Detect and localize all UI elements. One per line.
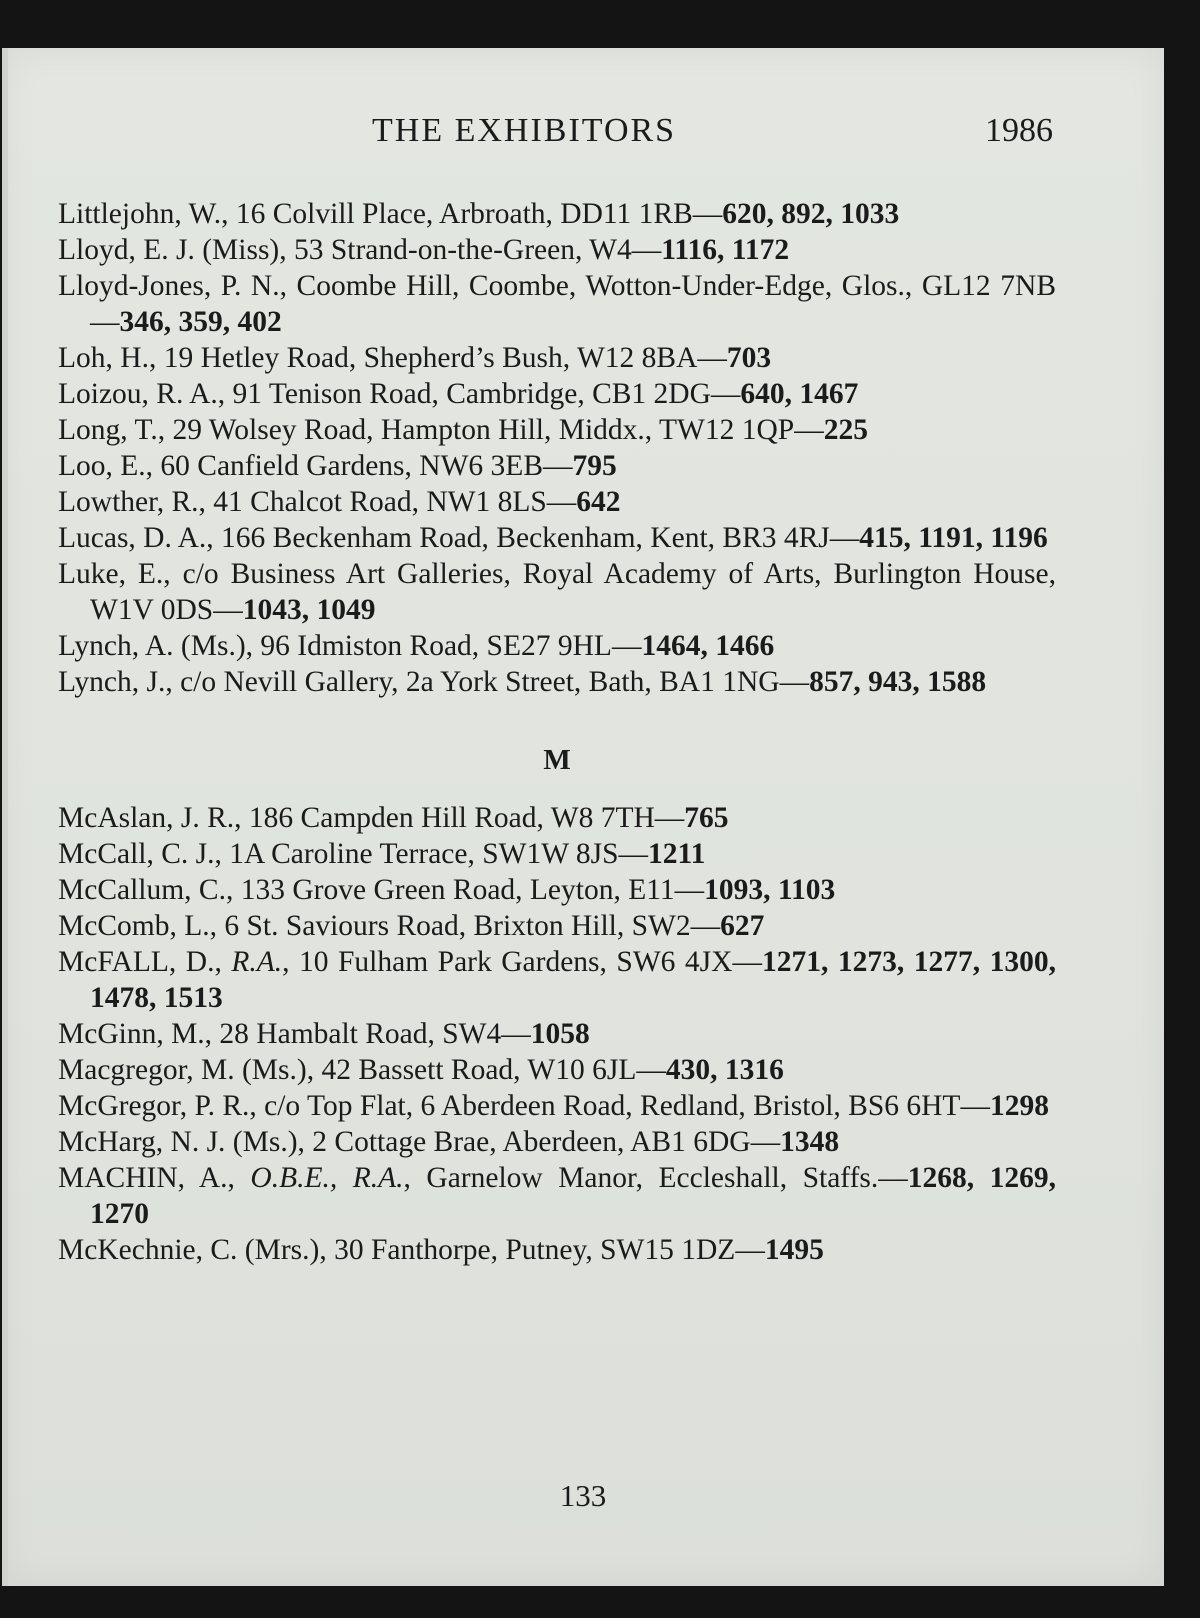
- exhibitor-entry: McCallum, C., 133 Grove Green Road, Leyton, E11—1093, 1103: [58, 874, 836, 906]
- exhibitor-entry: Lucas, D. A., 166 Beckenham Road, Beckenham, Kent, BR3 4RJ—415, 1191, 1196: [58, 522, 1048, 554]
- exhibitor-entry: MACHIN, A., O.B.E., R.A., Garnelow Manor, Eccleshall, Staffs.—1268, 1269, 1270: [58, 1162, 1056, 1230]
- exhibitor-list: [58, 196, 1056, 1268]
- running-title: THE EXHIBITORS: [372, 112, 677, 149]
- exhibitor-entry: McGinn, M., 28 Hambalt Road, SW4—1058: [58, 1018, 590, 1050]
- exhibitor-entry: Long, T., 29 Wolsey Road, Hampton Hill, Middx., TW12 1QP—225: [58, 414, 868, 446]
- exhibitor-entry: Luke, E., c/o Business Art Galleries, Royal Academy of Arts, Burlington House, W1V 0DS—1043, 1049: [58, 558, 1056, 626]
- exhibitor-entry: Lloyd, E. J. (Miss), 53 Strand-on-the-Green, W4—1116, 1172: [58, 234, 790, 266]
- exhibitor-entry: Macgregor, M. (Ms.), 42 Bassett Road, W10 6JL—430, 1316: [58, 1054, 784, 1086]
- exhibitor-entry: McAslan, J. R., 186 Campden Hill Road, W8 7TH—765: [58, 802, 729, 834]
- book-page: [2, 48, 1164, 1586]
- exhibitor-entry: McGregor, P. R., c/o Top Flat, 6 Aberdeen Road, Redland, Bristol, BS6 6HT—1298: [58, 1090, 1049, 1122]
- exhibitor-entry: Lynch, J., c/o Nevill Gallery, 2a York Street, Bath, BA1 1NG—857, 943, 1588: [58, 666, 987, 698]
- page-number: 133: [559, 1478, 607, 1513]
- page-edge-shadow: [2, 48, 8, 1586]
- exhibitor-entry: Littlejohn, W., 16 Colvill Place, Arbroath, DD11 1RB—620, 892, 1033: [58, 198, 900, 230]
- section-heading-m: M: [543, 744, 571, 776]
- exhibitor-entry: McKechnie, C. (Mrs.), 30 Fanthorpe, Putney, SW15 1DZ—1495: [58, 1234, 824, 1266]
- exhibitor-entry: McHarg, N. J. (Ms.), 2 Cottage Brae, Aberdeen, AB1 6DG—1348: [58, 1126, 840, 1158]
- exhibitor-entry: McFALL, D., R.A., 10 Fulham Park Gardens, SW6 4JX—1271, 1273, 1277, 1300, 1478, 1513: [58, 946, 1056, 1014]
- exhibitor-entry: Lynch, A. (Ms.), 96 Idmiston Road, SE27 9HL—1464, 1466: [58, 630, 775, 662]
- exhibitor-entry: McCall, C. J., 1A Caroline Terrace, SW1W 8JS—1211: [58, 838, 706, 870]
- exhibitor-entry: Loizou, R. A., 91 Tenison Road, Cambridge, CB1 2DG—640, 1467: [58, 378, 859, 410]
- exhibitor-entry: Lloyd-Jones, P. N., Coombe Hill, Coombe, Wotton-Under-Edge, Glos., GL12 7NB—346, 359, 402: [58, 270, 1056, 338]
- exhibitor-entry: Loo, E., 60 Canfield Gardens, NW6 3EB—795: [58, 450, 617, 482]
- header-year: 1986: [985, 112, 1053, 149]
- exhibitor-entry: Lowther, R., 41 Chalcot Road, NW1 8LS—642: [58, 486, 621, 518]
- exhibitor-entry: Loh, H., 19 Hetley Road, Shepherd’s Bush, W12 8BA—703: [58, 342, 772, 374]
- exhibitor-entry: McComb, L., 6 St. Saviours Road, Brixton Hill, SW2—627: [58, 910, 765, 942]
